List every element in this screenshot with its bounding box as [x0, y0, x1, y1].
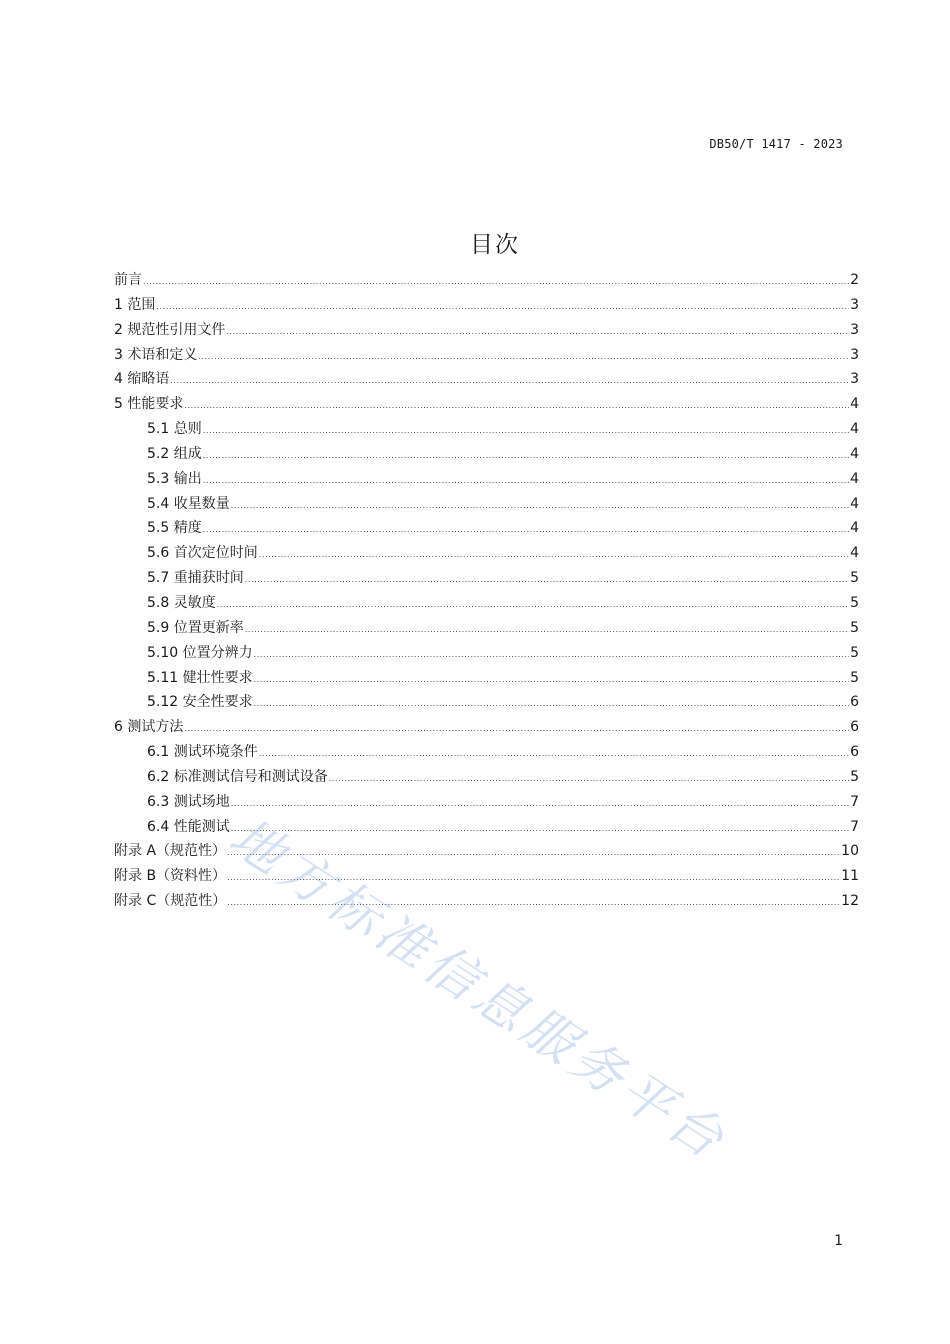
toc-entry-page: 7	[850, 818, 859, 835]
toc-entry-page: 3	[850, 296, 859, 313]
toc-entry-page: 3	[850, 371, 859, 388]
toc-entry-label: 5.8 灵敏度	[147, 594, 216, 611]
document-code: DB50/T 1417 - 2023	[709, 137, 843, 151]
toc-entry-page: 5	[850, 644, 859, 661]
toc-entry-page: 4	[850, 421, 859, 438]
toc-leader-dots	[231, 494, 849, 519]
toc-entry-label: 5.3 输出	[147, 470, 202, 487]
toc-entry-page: 11	[841, 868, 859, 885]
toc-entry-page: 6	[850, 719, 859, 736]
toc-entry-performance-test[interactable]	[114, 815, 859, 840]
toc-title: 目次	[470, 232, 520, 258]
toc-entry-page: 4	[850, 495, 859, 512]
toc-leader-dots	[203, 419, 849, 444]
toc-entry-label: 5.5 精度	[147, 520, 202, 537]
toc-entry-general[interactable]	[114, 417, 859, 442]
toc-entry-page: 5	[850, 619, 859, 636]
toc-entry-label: 1 范围	[114, 296, 156, 313]
toc-entry-update-rate[interactable]	[114, 616, 859, 641]
toc-entry-test-environment[interactable]	[114, 740, 859, 765]
toc-leader-dots	[198, 345, 849, 370]
toc-leader-dots	[245, 618, 849, 643]
toc-entry-label: 5.7 重捕获时间	[147, 570, 244, 587]
toc-entry-label: 5.12 安全性要求	[147, 694, 253, 711]
toc-entry-page: 2	[850, 272, 859, 288]
toc-entry-page: 4	[850, 470, 859, 487]
toc-leader-dots	[254, 643, 849, 668]
toc-entry-page: 4	[850, 445, 859, 462]
toc-entry-time-to-first-fix[interactable]	[114, 541, 859, 566]
toc-entry-page: 5	[850, 594, 859, 611]
toc-entry-label: 前言	[114, 272, 142, 288]
toc-leader-dots	[203, 444, 849, 469]
toc-entry-label: 5.11 健壮性要求	[147, 669, 253, 686]
toc-entry-page: 7	[850, 793, 859, 810]
toc-leader-dots	[226, 320, 849, 345]
toc-leader-dots	[259, 742, 849, 767]
toc-leader-dots	[217, 593, 849, 618]
toc-entry-safety[interactable]	[114, 690, 859, 715]
toc-entry-label: 5.1 总则	[147, 421, 202, 438]
toc-leader-dots	[184, 394, 849, 419]
toc-entry-label: 附录 A（规范性）	[114, 843, 227, 860]
toc-entry-label: 5 性能要求	[114, 396, 184, 413]
toc-entry-page: 4	[850, 545, 859, 562]
toc-entry-appendix-b[interactable]	[114, 864, 859, 889]
toc-entry-label: 6.3 测试场地	[147, 793, 230, 810]
toc-entry-page: 3	[850, 346, 859, 363]
toc-entry-label: 6 测试方法	[114, 719, 184, 736]
toc-entry-page: 10	[841, 843, 859, 860]
toc-entry-reacquisition-time[interactable]	[114, 566, 859, 591]
toc-entry-terms-definitions[interactable]	[114, 343, 859, 368]
toc-entry-scope[interactable]	[114, 293, 859, 318]
toc-entry-appendix-c[interactable]	[114, 889, 859, 914]
toc-entry-accuracy[interactable]	[114, 516, 859, 541]
toc-entry-label: 5.2 组成	[147, 445, 202, 462]
page-number: 1	[834, 1233, 843, 1249]
toc-entry-page: 5	[850, 768, 859, 785]
toc-leader-dots	[254, 668, 849, 693]
toc-leader-dots	[156, 295, 849, 320]
toc-leader-dots	[254, 692, 849, 717]
toc-entry-page: 3	[850, 321, 859, 338]
toc-entry-label: 4 缩略语	[114, 371, 170, 388]
toc-entry-label: 5.6 首次定位时间	[147, 545, 258, 562]
toc-entry-label: 附录 C（规范性）	[114, 893, 227, 910]
toc-leader-dots	[245, 568, 849, 593]
toc-entry-page: 6	[850, 694, 859, 711]
toc-leader-dots	[203, 518, 849, 543]
toc-leader-dots	[231, 792, 849, 817]
toc-entry-page: 4	[850, 520, 859, 537]
toc-entry-abbreviations[interactable]	[114, 367, 859, 392]
toc-leader-dots	[143, 270, 849, 295]
toc-leader-dots	[259, 543, 849, 568]
toc-entry-sensitivity[interactable]	[114, 591, 859, 616]
toc-leader-dots	[203, 469, 849, 494]
toc-entry-page: 5	[850, 570, 859, 587]
toc-entry-label: 5.4 收星数量	[147, 495, 230, 512]
toc-entry-resolution[interactable]	[114, 641, 859, 666]
toc-entry-output[interactable]	[114, 467, 859, 492]
toc-entry-test-signal-equipment[interactable]	[114, 765, 859, 790]
toc-entry-label: 6.2 标准测试信号和测试设备	[147, 768, 328, 785]
toc-entry-foreword[interactable]	[114, 268, 859, 293]
toc-entry-label: 附录 B（资料性）	[114, 868, 227, 885]
toc-entry-robustness[interactable]	[114, 666, 859, 691]
toc-entry-page: 4	[850, 396, 859, 413]
table-of-contents	[114, 268, 859, 914]
watermark: 地方标准信息服务平台	[218, 806, 738, 1174]
toc-entry-test-site[interactable]	[114, 790, 859, 815]
toc-entry-page: 6	[850, 744, 859, 761]
toc-entry-label: 2 规范性引用文件	[114, 321, 226, 338]
toc-entry-label: 5.9 位置更新率	[147, 619, 244, 636]
toc-entry-label: 3 术语和定义	[114, 346, 198, 363]
toc-leader-dots	[170, 369, 849, 394]
toc-entry-normative-references[interactable]	[114, 318, 859, 343]
toc-entry-label: 5.10 位置分辨力	[147, 644, 253, 661]
toc-entry-page: 5	[850, 669, 859, 686]
toc-entry-page: 12	[841, 893, 859, 910]
toc-entry-label: 6.4 性能测试	[147, 818, 230, 835]
toc-entry-satellites-tracked[interactable]	[114, 492, 859, 517]
toc-entry-performance-requirements[interactable]	[114, 392, 859, 417]
toc-entry-label: 6.1 测试环境条件	[147, 744, 258, 761]
toc-leader-dots	[329, 767, 849, 792]
toc-entry-composition[interactable]	[114, 442, 859, 467]
toc-entry-test-methods[interactable]	[114, 715, 859, 740]
toc-leader-dots	[184, 717, 849, 742]
